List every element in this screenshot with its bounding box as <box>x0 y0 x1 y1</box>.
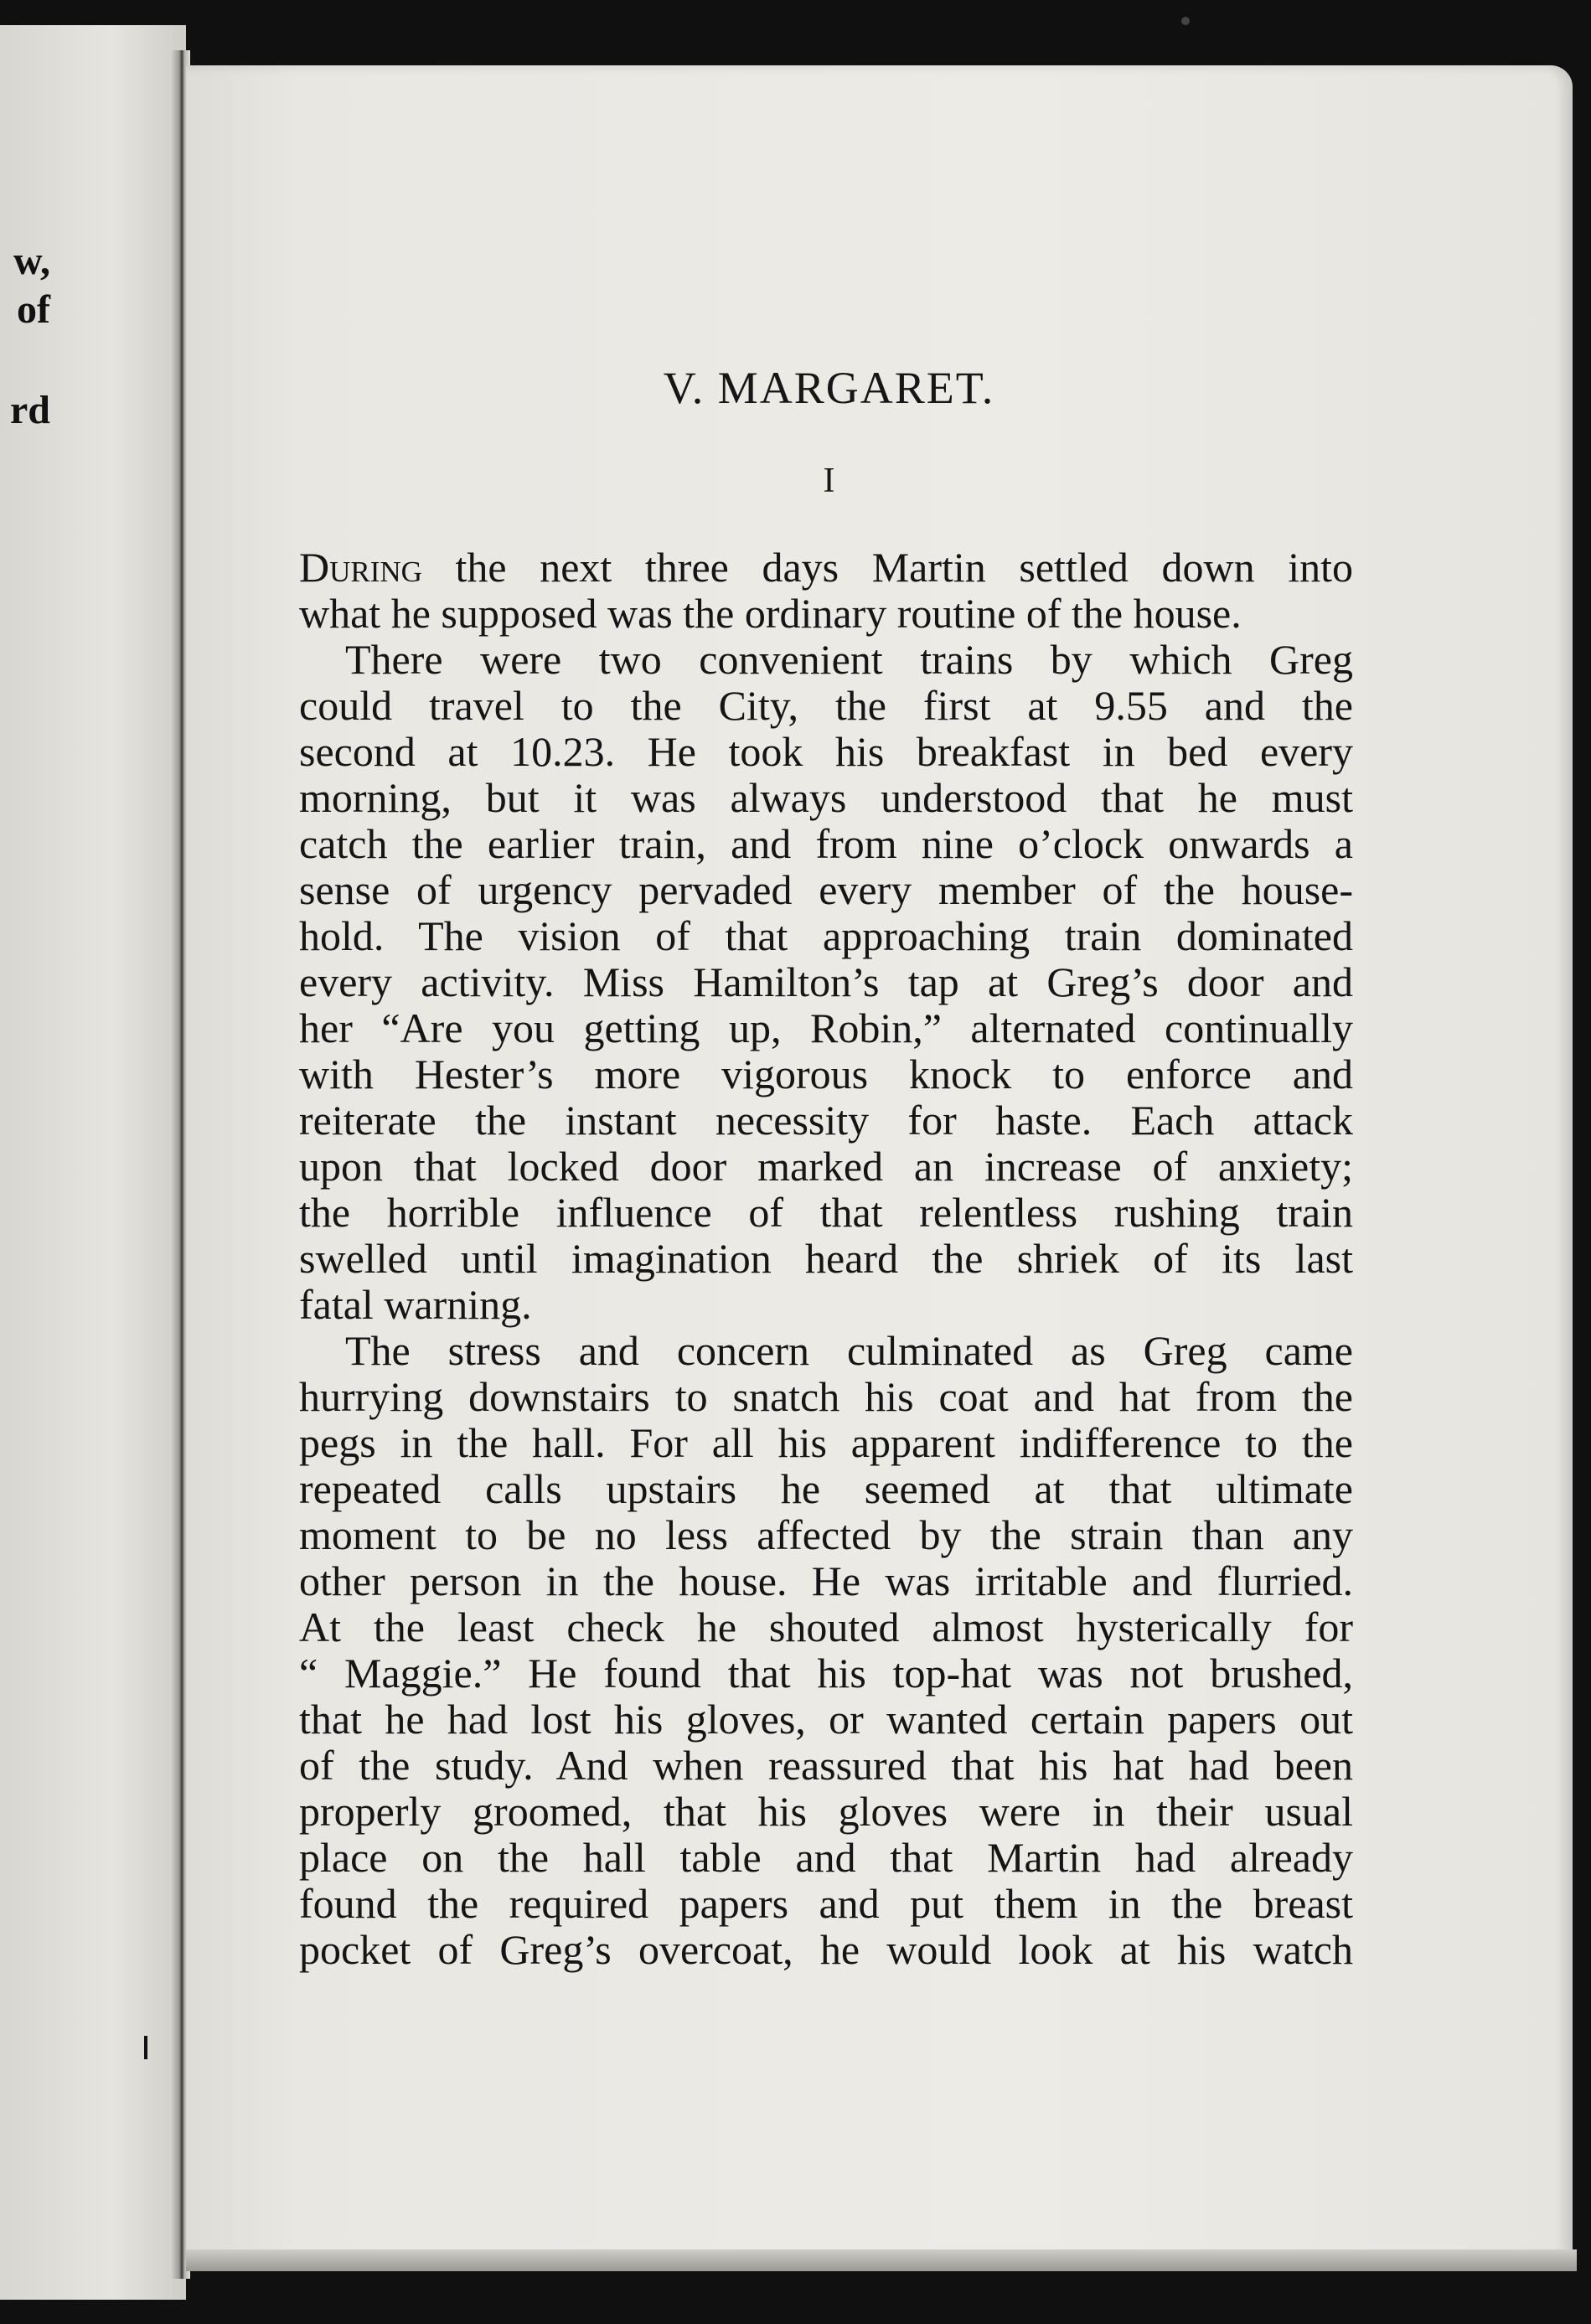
text-line: repeated calls upstairs he seemed at that ultimate <box>299 1466 1353 1512</box>
left-page-fragment: w, <box>13 239 50 283</box>
text-line: could travel to the City, the first at 9.55 and the <box>299 683 1353 729</box>
text-line: reiterate the instant necessity for haste. Each attack <box>299 1097 1353 1144</box>
text-line: other person in the house. He was irritable and flurried. <box>299 1558 1353 1604</box>
text-line: There were two convenient trains by which Greg <box>345 637 1353 683</box>
page-edge <box>186 2249 1577 2271</box>
margin-mark <box>144 2036 147 2059</box>
text-line: that he had lost his gloves, or wanted certain papers out <box>299 1697 1353 1743</box>
text-line: pegs in the hall. For all his apparent indifference to the <box>299 1420 1353 1466</box>
text-line: with Hester’s more vigorous knock to enforce and <box>299 1051 1353 1097</box>
text-line: catch the earlier train, and from nine o’clock onwards a <box>299 821 1353 867</box>
text-line: of the study. And when reassured that his hat had been <box>299 1743 1353 1789</box>
text-line: found the required papers and put them in the breast <box>299 1881 1353 1927</box>
text-line: “ Maggie.” He found that his top-hat was not brushed, <box>299 1650 1353 1697</box>
text-line: properly groomed, that his gloves were in their usual <box>299 1789 1353 1835</box>
text-line: The stress and concern culminated as Greg came <box>345 1328 1353 1374</box>
text-line: hurrying downstairs to snatch his coat and hat from the <box>299 1374 1353 1420</box>
text-line: sense of urgency pervaded every member of the house- <box>299 867 1353 913</box>
left-page-fragment: rd <box>10 388 50 432</box>
chapter-title: V. MARGARET. <box>663 363 995 413</box>
text-line: what he supposed was the ordinary routine of the house. <box>299 591 1242 637</box>
text-line: swelled until imagination heard the shriek of its last <box>299 1236 1353 1282</box>
section-number: I <box>823 462 835 500</box>
text-line: second at 10.23. He took his breakfast in bed every <box>299 729 1353 775</box>
text-line: every activity. Miss Hamilton’s tap at Greg’s door and <box>299 959 1353 1005</box>
text-line: hold. The vision of that approaching train dominated <box>299 913 1353 959</box>
text-line: place on the hall table and that Martin had already <box>299 1835 1353 1881</box>
left-page-fragment: of <box>17 287 50 332</box>
text-line: the horrible influence of that relentless rushing train <box>299 1190 1353 1236</box>
drop-word: During <box>299 545 422 591</box>
text-line: fatal warning. <box>299 1282 532 1328</box>
body-text <box>299 545 1353 1973</box>
text-line: her “Are you getting up, Robin,” alternated continually <box>299 1005 1353 1051</box>
text-line: During the next three days Martin settled down into <box>299 545 1353 591</box>
text-line: pocket of Greg’s overcoat, he would look at his watch <box>299 1927 1353 1973</box>
text-line: moment to be no less affected by the strain than any <box>299 1512 1353 1558</box>
text-line: At the least check he shouted almost hysterically for <box>299 1604 1353 1650</box>
text-line: upon that locked door marked an increase of anxiety; <box>299 1144 1353 1190</box>
text-line: morning, but it was always understood that he must <box>299 775 1353 821</box>
speck <box>1181 17 1190 25</box>
